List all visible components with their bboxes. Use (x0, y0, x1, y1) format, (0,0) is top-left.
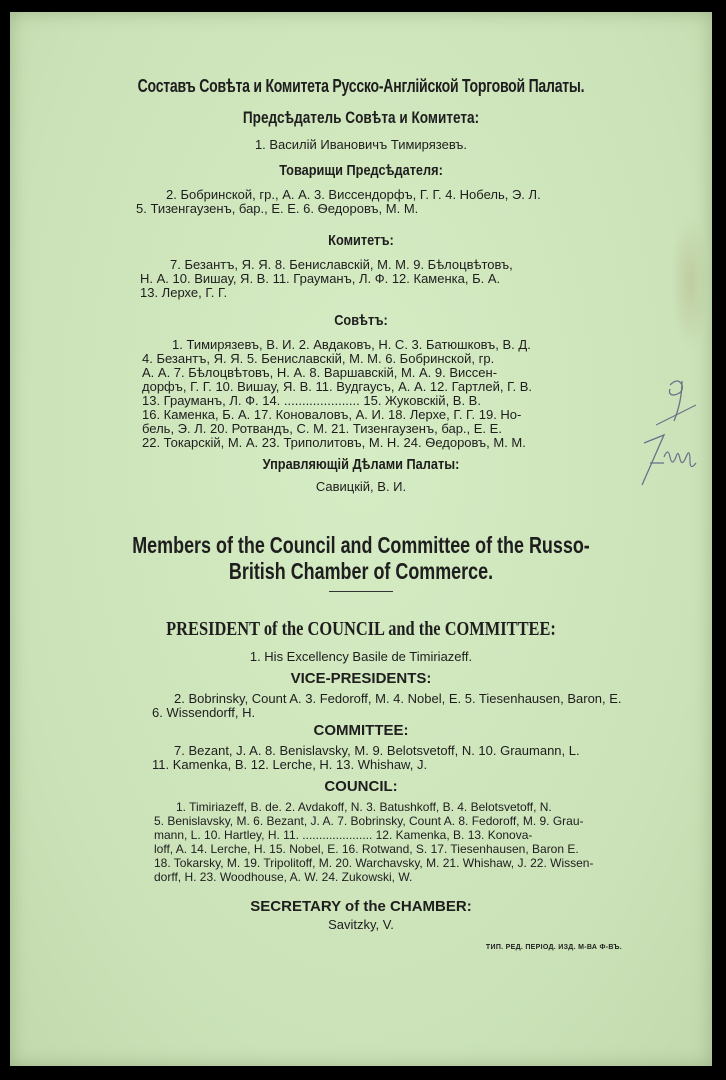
printer-mark: ТИП. РЕД. ПЕРІОД. ИЗД. М-ВА Ф-ВЪ. (485, 944, 622, 951)
en-council-line: mann, L. 10. Hartley, H. 11. ..................... 12. Kamenka, B. 13. Konova- (154, 828, 533, 842)
en-title-line-2: British Chamber of Commerce. (228, 558, 494, 584)
ru-committee-line: 7. Безантъ, Я. Я. 8. Бениславскій, М. М. 9. Бѣлоцвѣтовъ, (170, 257, 513, 272)
en-council-line: loff, A. 14. Lerche, H. 15. Nobel, E. 16. Rotwand, S. 17. Tiesenhausen, Baron E. (154, 842, 579, 856)
en-council-list (154, 800, 644, 884)
en-committee-line: 11. Kamenka, B. 12. Lerche, H. 13. Whishaw, J. (152, 757, 428, 772)
ru-council-line: 13. Грауманъ, Л. Ф. 14. ..................... 15. Жуковскій, В. В. (142, 393, 481, 408)
ru-council-line: бель, Э. Л. 20. Ротвандъ, С. М. 21. Тизенгаузенъ, бар., Е. Е. (142, 421, 502, 436)
en-council-line: 5. Benislavsky, M. 6. Bezant, J. A. 7. Bobrinsky, Count A. 8. Fedoroff, M. 9. Grau- (154, 814, 584, 828)
en-council-line: dorff, H. 23. Woodhouse, A. W. 24. Zukowski, W. (154, 870, 413, 884)
ru-vice-list (136, 188, 636, 216)
en-vice-line: 2. Bobrinsky, Count A. 3. Fedoroff, M. 4. Nobel, E. 5. Tiesenhausen, Baron, E. (174, 691, 622, 706)
ru-council-list (142, 338, 642, 450)
ru-committee-heading: Комитетъ: (328, 232, 394, 249)
en-committee-heading: COMMITTEE: (313, 722, 409, 739)
en-committee-list (152, 744, 642, 772)
ru-council-line: 16. Каменка, Б. А. 17. Коноваловъ, А. И. 18. Лерхе, Г. Г. 19. Но- (142, 407, 522, 422)
ru-council-line: А. А. 7. Бѣлоцвѣтовъ, Н. А. 8. Варшавскій, М. А. 9. Виссен- (142, 365, 498, 380)
section-divider (329, 591, 393, 592)
ru-secretary-heading: Управляющій Дѣлами Палаты: (262, 456, 460, 473)
ru-council-line: 22. Токарскій, М. А. 23. Триполитовъ, М. Н. 24. Ѳедоровъ, М. М. (142, 435, 526, 450)
ru-vice-heading: Товарищи Предсѣдателя: (279, 162, 443, 179)
en-president-heading: PRESIDENT of the COUNCIL and the COMMITTEE: (166, 618, 556, 640)
ru-secretary: Савицкій, В. И. (315, 479, 407, 494)
ru-chair: 1. Василій Ивановичъ Тимирязевъ. (254, 137, 468, 152)
en-council-heading: COUNCIL: (324, 778, 398, 795)
ru-vice-line: 5. Тизенгаузенъ, бар., Е. Е. 6. Ѳедоровъ, М. М. (136, 201, 419, 216)
paper-stain (670, 212, 710, 352)
ru-council-line: дорфъ, Г. Г. 10. Вишау, Я. В. 11. Вудгаусъ, А. А. 12. Гартлей, Г. В. (142, 379, 533, 394)
ru-chair-heading: Предсѣдатель Совѣта и Комитета: (242, 108, 480, 127)
en-council-line: 18. Tokarsky, M. 19. Tripolitoff, M. 20. Warchavsky, M. 21. Whishaw, J. 22. Wissen- (154, 856, 594, 870)
en-committee-line: 7. Bezant, J. A. 8. Benislavsky, M. 9. Belotsvetoff, N. 10. Graumann, L. (174, 743, 580, 758)
en-vice-list (152, 692, 642, 720)
en-vice-heading: VICE-PRESIDENTS: (290, 670, 432, 687)
handwritten-note-icon (626, 367, 706, 527)
en-council-line: 1. Timiriazeff, B. de. 2. Avdakoff, N. 3. Batushkoff, B. 4. Belotsvetoff, N. (176, 800, 552, 814)
ru-council-line: 1. Тимирязевъ, В. И. 2. Авдаковъ, Н. С. 3. Батюшковъ, В. Д. (172, 337, 531, 352)
ru-council-line: 4. Безантъ, Я. Я. 5. Бениславскій, М. М. 6. Бобринской, гр. (142, 351, 495, 366)
en-title-line-1: Members of the Council and Committee of the Russo- (132, 532, 590, 558)
en-secretary-heading: SECRETARY of the CHAMBER: (250, 898, 472, 915)
ru-committee-line: Н. А. 10. Вишау, Я. В. 11. Грауманъ, Л. Ф. 12. Каменка, Б. А. (140, 271, 501, 286)
document-page (10, 12, 712, 1066)
ru-vice-line: 2. Бобринской, гр., А. А. 3. Виссендорфъ, Г. Г. 4. Нобель, Э. Л. (166, 187, 541, 202)
en-president: 1. His Excellency Basile de Timiriazeff. (249, 649, 473, 664)
en-vice-line: 6. Wissendorff, H. (152, 705, 256, 720)
ru-committee-line: 13. Лерхе, Г. Г. (140, 285, 228, 300)
ru-council-heading: Совѣтъ: (334, 312, 388, 329)
en-secretary: Savitzky, V. (328, 917, 394, 932)
ru-title: Составъ Совѣта и Комитета Русско-Англійской Торговой Палаты. (137, 76, 585, 96)
ru-committee-list (140, 258, 640, 300)
